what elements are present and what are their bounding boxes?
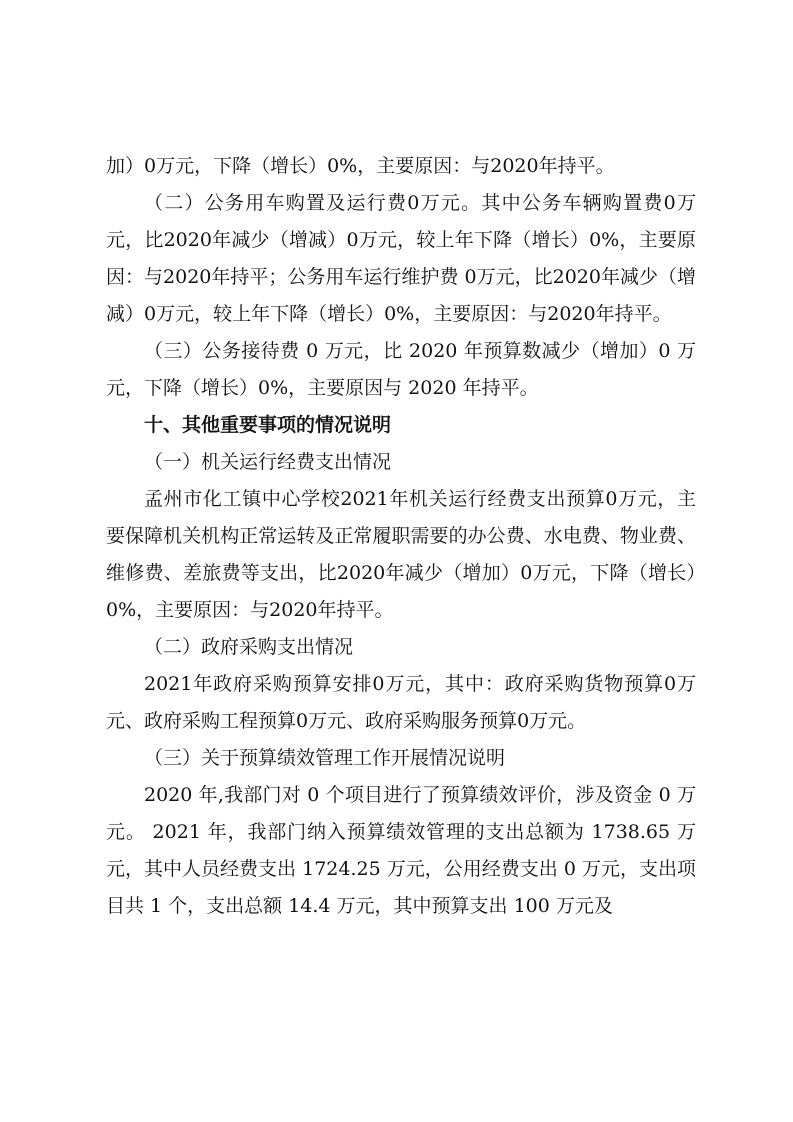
paragraph-continuation: 加）0万元，下降（增长）0%，主要原因：与2020年持平。	[106, 155, 615, 177]
paragraph-procurement: 2021年政府采购预算安排0万元，其中：政府采购货物预算0万元、政府采购工程预算0万元、政府采购服务预算0万元。	[106, 673, 696, 732]
subheading-procurement: （二）政府采购支出情况	[144, 636, 354, 658]
subheading-performance-management: （三）关于预算绩效管理工作开展情况说明	[144, 747, 506, 769]
paragraph-performance-management: 2020 年,我部门对 0 个项目进行了预算绩效评价，涉及资金 0 万元。 2021 年，我部门纳入预算绩效管理的支出总额为 1738.65 万元，其中人员经费支出 1724.25 万元，公用经费支出 0 万元，支出项目共 1 个，支出总额 14.4 万元，其中预算支出 100 万元及	[106, 784, 696, 917]
subheading-operating-expenses: （一）机关运行经费支出情况	[144, 451, 392, 473]
document-body	[106, 148, 696, 925]
section-heading-other-matters: 十、其他重要事项的情况说明	[144, 414, 392, 436]
paragraph-operating-expenses: 孟州市化工镇中心学校2021年机关运行经费支出预算0万元，主要保障机关机构正常运转及正常履职需要的办公费、水电费、物业费、维修费、差旅费等支出，比2020年减少（增加）0万元，下降（增长）0%，主要原因：与2020年持平。	[106, 488, 696, 621]
paragraph-vehicle-expenses: （二）公务用车购置及运行费0万元。其中公务车辆购置费0万元，比2020年减少（增减）0万元，较上年下降（增长）0%，主要原因：与2020年持平；公务用车运行维护费 0万元，比2020年减少（增减）0万元，较上年下降（增长）0%，主要原因：与2020年持平。	[106, 192, 696, 325]
paragraph-reception-expenses: （三）公务接待费 0 万元，比 2020 年预算数减少（增加）0 万元，下降（增长）0%，主要原因与 2020 年持平。	[106, 340, 696, 399]
